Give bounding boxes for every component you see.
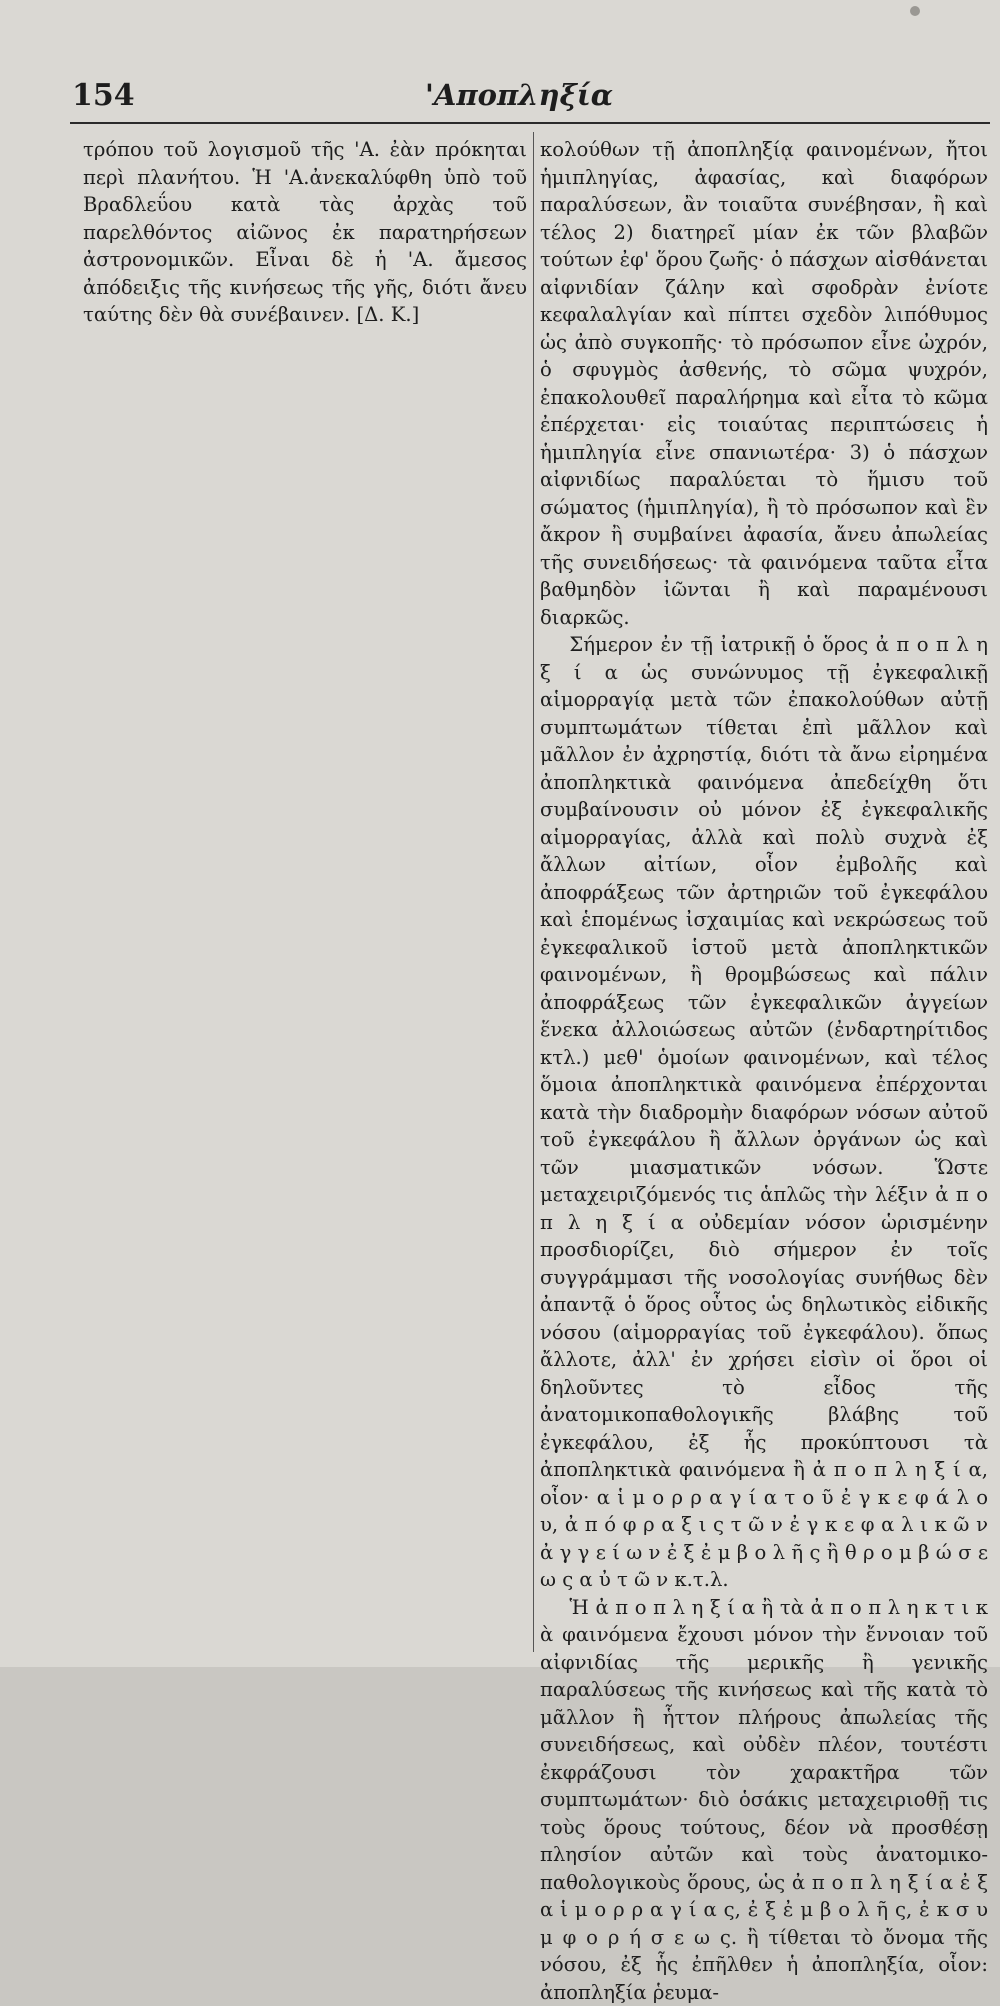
header-rule <box>70 122 990 124</box>
left-column <box>83 136 527 329</box>
running-head: 'Αποπληξία <box>425 78 613 112</box>
left-paragraph: τρόπου τοῦ λογισμοῦ τῆς 'Α. ἐὰν πρόκηται περὶ πλανήτου. Ἡ 'Α.ἀνεκαλύφθη ὑπὸ τοῦ Bραδλεΰου κατὰ τὰς ἀρχὰς τοῦ παρελθόντος αἰῶνος ἐκ παρατηρήσεων ἀστρονομικῶν. Εἶναι δὲ ἡ 'Α. ἄμεσος ἀπόδειξις τῆς κινήσεως τῆς γῆς, διότι ἄνευ ταύτης δὲν θὰ συνέβαινεν. [Δ. Κ.] <box>83 136 527 329</box>
page-blemish <box>910 6 920 16</box>
right-paragraph: Σήμερον ἐν τῇ ἰατρικῇ ὁ ὅρος ἀ π ο π λ η ξ ί α ὡς συνώνυμος τῇ ἐγκεφαλικῇ αἱμορραγίᾳ μετὰ τῶν ἐπακολούθων αὐτῇ συμπτωμάτων τίθεται ἐπὶ μᾶλλον καὶ μᾶλλον ἐν ἀχρηστίᾳ, διότι τὰ ἄνω εἰρημένα ἀποπληκτικὰ φαινόμενα ἀπεδείχθη ὅτι συμβαίνουσιν οὐ μόνον ἐξ ἐγκεφαλικῆς αἱμορραγίας, ἀλλὰ καὶ πολὺ συχνὰ ἐξ ἄλλων αἰτίων, οἷον ἐμβολῆς καὶ ἀποφράξεως τῶν ἀρτηριῶν τοῦ ἐγκεφάλου καὶ ἑπομένως ἰσχαιμίας καὶ νεκρώσεως τοῦ ἐγκεφαλικοῦ ἱστοῦ μετὰ ἀποπληκτικῶν φαινομένων, ἢ θρομβώσεως καὶ πάλιν ἀποφράξεως τῶν ἐγκεφαλικῶν ἀγγείων ἕνεκα ἀλλοιώσεως αὐτῶν (ἐνδαρτηρίτιδος κτλ.) μεθ' ὁμοίων φαινομένων, καὶ τέλος ὅμοια ἀποπληκτικὰ φαινόμενα ἐπέρχονται κατὰ τὴν διαδρομὴν διαφόρων νόσων αὐτοῦ τοῦ ἐγκεφάλου ἢ ἄλλων ὀργάνων ὡς καὶ τῶν μιασματικῶν νόσων. Ὥστε μεταχειριζόμενός τις ἁπλῶς τὴν λέξιν ἀ π ο π λ η ξ ί α οὐδεμίαν νόσον ὡρισμένην προσδιορίζει, διὸ σήμερον ἐν τοῖς συγγράμμασι τῆς νοσολογίας συνήθως δὲν ἀπαντᾷ ὁ ὅρος οὗτος ὡς δηλωτικὸς εἰδικῆς νόσου (αἱμορραγίας τοῦ ἐγκεφάλου). ὅπως ἄλλοτε, ἀλλ' ἐν χρήσει εἰσὶν οἱ ὅροι οἱ δηλοῦντες τὸ εἶδος τῆς ἀνατομικοπαθολογικῆς βλάβης τοῦ ἐγκεφάλου, ἐξ ἧς προκύπτουσι τὰ ἀποπληκτικὰ φαινόμενα ἢ ἀ π ο π λ η ξ ί α, οἷον· α ἱ μ ο ρ ρ α γ ί α τ ο ῦ ἐ γ κ ε φ ά λ ο υ, ἀ π ό φ ρ α ξ ι ς τ ῶ ν ἐ γ κ ε φ α λ ι κ ῶ ν ἀ γ γ ε ί ω ν ἐ ξ ἐ μ β ο λ ῆ ς ἢ θ ρ ο μ β ώ σ ε ω ς α ὐ τ ῶ ν κ.τ.λ. <box>540 631 988 1594</box>
page-number: 154 <box>72 78 135 113</box>
page-header <box>0 78 1000 128</box>
right-paragraph: κολούθων τῇ ἀποπληξίᾳ φαινομένων, ἤτοι ἡμιπληγίας, ἀφασίας, καὶ διαφόρων παραλύσεων, ἂν τοιαῦτα συνέβησαν, ἢ καὶ τέλος 2) διατηρεῖ μίαν ἐκ τῶν βλαβῶν τούτων ἐφ' ὅρου ζωῆς· ὁ πάσχων αἰσθάνεται αἰφνιδίαν ζάλην καὶ σφοδρὰν ἐνίοτε κεφαλαλγίαν καὶ πίπτει σχεδὸν λιπόθυμος ὡς ἀπὸ συγκοπῆς· τὸ πρόσωπον εἶνε ὠχρόν, ὁ σφυγμὸς ἀσθενής, τὸ σῶμα ψυχρόν, ἐπακολουθεῖ παραλήρημα καὶ εἶτα τὸ κῶμα ἐπέρχεται· εἰς τοιαύτας περιπτώσεις ἡ ἡμιπληγία εἶνε σπανιωτέρα· 3) ὁ πάσχων αἰφνιδίως παραλύεται τὸ ἥμισυ τοῦ σώματος (ἡμιπληγία), ἢ τὸ πρόσωπον καὶ ἓν ἄκρον ἢ συμβαίνει ἀφασία, ἄνευ ἀπωλείας τῆς συνειδήσεως· τὰ φαινόμενα ταῦτα εἶτα βαθμηδὸν ἰῶνται ἢ καὶ παραμένουσι διαρκῶς. <box>540 136 988 631</box>
column-divider <box>533 132 534 1652</box>
right-column <box>540 136 988 2006</box>
right-paragraph: Ἡ ἀ π ο π λ η ξ ί α ἢ τὰ ἀ π ο π λ η κ τ ι κ ὰ φαινόμενα ἔχουσι μόνον τὴν ἔννοιαν τοῦ αἰφνιδίας τῆς μερικῆς ἢ γενικῆς παραλύσεως τῆς κινήσεως καὶ τῆς κατὰ τὸ μᾶλλον ἢ ἧττον πλήρους ἀπωλείας τῆς συνειδήσεως, καὶ οὐδὲν πλέον, τουτέστι ἐκφράζουσι τὸν χαρακτῆρα τῶν συμπτωμάτων· διὸ ὁσάκις μεταχειριοθῇ τις τοὺς ὅρους τούτους, δέον νὰ προσθέσῃ πλησίον αὐτῶν καὶ τοὺς ἀνατομικο-παθολογικοὺς ὅρους, ὡς ἀ π ο π λ η ξ ί α ἐ ξ α ἱ μ ο ρ ρ α γ ί α ς, ἐ ξ ἐ μ β ο λ ῆ ς, ἐ κ σ υ μ φ ο ρ ή σ ε ω ς. ἢ τίθεται τὸ ὄνομα τῆς νόσου, ἐξ ἧς ἐπῆλθεν ἡ ἀποπληξία, οἷον: ἀποπληξία ῥευμα- <box>540 1594 988 2006</box>
